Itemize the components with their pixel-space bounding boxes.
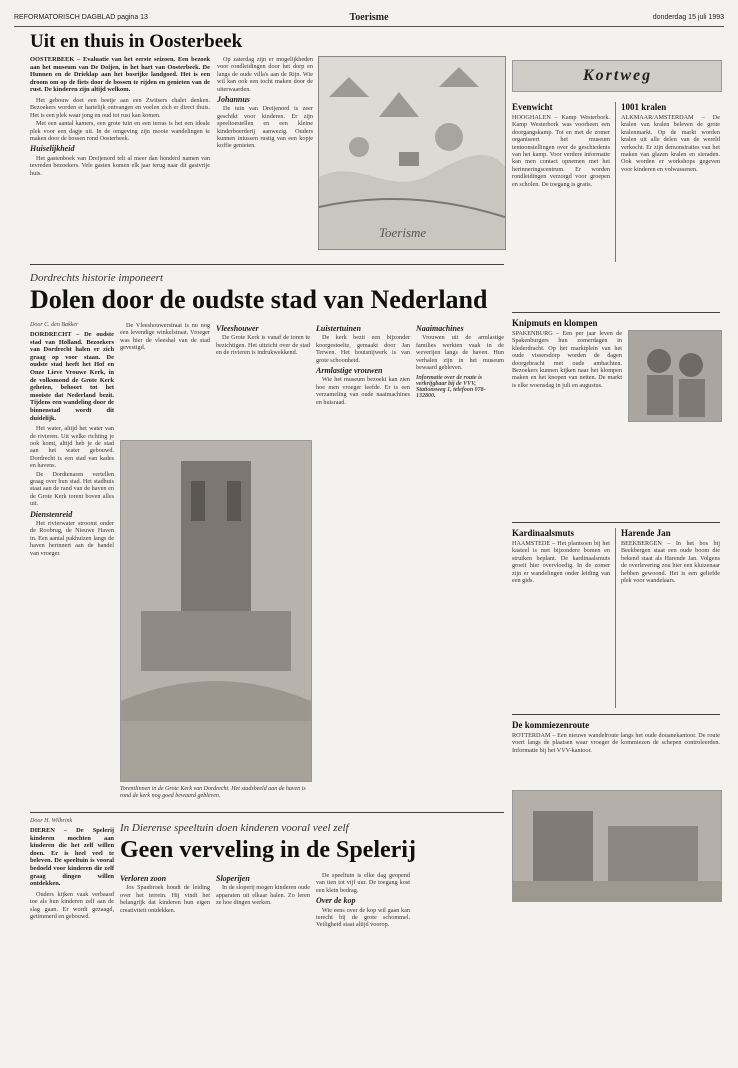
article2-col3 <box>216 322 310 358</box>
section-title: Toerisme <box>349 12 389 23</box>
kralen-text: ALKMAAR/AMSTERDAM – De kralen van kralen beleven de grote kralenmarkt. Op de markt worden kralen uit alle delen van de wereld verkocht. Er zijn demonstraties van het maken van glazen kralen en sieraden. Ook worden er workshops gegeven voor kinderen en volwassenen. <box>621 114 720 173</box>
kortweg-title: Kortweg <box>583 67 653 84</box>
knipmuts-title: Knipmuts en klompen <box>512 318 598 328</box>
knipmuts-illustration <box>629 331 721 421</box>
article1-p2: Met een aantal kamers, een grote tuin en een terras is het een ideale plek voor een dagje uit. In de omgeving zijn mooie wandelingen te maken door de bossen rond Oosterbeek. <box>30 120 210 142</box>
article1-col2 <box>217 56 313 151</box>
church-photo-caption: Torentlinnen in de Grote Kerk van Dordrecht. Het stadsbeeld aan de haven is rond de kerk nog goed bewaard gebleven. <box>120 786 306 799</box>
article3-title: Geen verveling in de Spelerij <box>120 837 416 863</box>
kommiezenroute-title: De kommiezenroute <box>512 720 590 730</box>
article3-col3 <box>216 872 310 908</box>
page-header <box>14 12 724 27</box>
article3-subhead2: Sloperijen <box>216 874 250 883</box>
article3-kicker: In Dierense speeltuin doen kinderen vooral veel zelf <box>120 822 349 834</box>
kardinaalsmuts-text: HAAMSTEDE – Het plantsoen bij het kasteel is met bijzondere bomen en struiken beplant. De kardinaalsmuts groeit hier overvloedig. In de zomer zijn er wandelingen onder leiding van een gids. <box>512 540 610 585</box>
article2-p8: Vrouwen uit de armlastige families werkten vaak in de weverijen langs de haven. Hun verhalen zijn in het museum bewaard gebleven. <box>416 334 504 372</box>
illustrated-map <box>318 56 506 250</box>
article3-p1: Ouders kijken vaak verbaasd toe als hun kinderen zelf aan de slag gaan. Er wordt gezaagd, getimmerd en gebouwd. <box>30 890 114 920</box>
knipmuts-item <box>512 318 622 389</box>
article1-p1: Het gebouw doet een beetje aan een Zwitsers chalet denken. Bezoekers worden er hartelijk ontvangen en voelen zich er direct thuis. Het is een plek waar jong en oud tot rust kan komen. <box>30 96 210 119</box>
article1-subhead1: Huiselijkheid <box>30 144 75 154</box>
article3-p2: Jos Spanbroek houdt de leiding over het terrein. Hij vindt het belangrijk dat kinderen hun eigen creativiteit ontdekken. <box>120 884 210 914</box>
article1-lead: OOSTERBEEK – Evaluatie van het eerste seizoen. Een bezoek aan het museum van De Doijen, in het hart van Oosterbeek. De Hunnen en de Drieklap aan het bosrijke landgoed. Het is een droom om op de fiets door de bossen te rijden en genieten van de rust. De kinderen zijn altijd welkom. <box>30 56 210 94</box>
harende-jan-text: BEEKBERGEN – In het bos bij Beekbergen staat een oude boom die bekend staat als Harende Jan. Volgens de overlevering zou hier een kluizenaar hebben gewoond. Het is een geliefde plek voor wandelaars. <box>621 540 720 585</box>
kardinaalsmuts-title: Kardinaalsmuts <box>512 528 575 538</box>
kortweg-banner <box>512 60 722 92</box>
article2-col2 <box>120 322 210 353</box>
kralen-item <box>621 102 720 173</box>
article2-p5: De Grote Kerk is vanaf de toren te bezichtigen. Het uitzicht over de stad en de rivieren is indrukwekkend. <box>216 334 310 357</box>
article2-info-note: Informatie over de route is verkrijgbaar bij de VVV, Stationsweg 1, telefoon 078-132800. <box>416 375 486 400</box>
article2-title: Dolen door de oudste stad van Nederland <box>30 285 488 314</box>
article3-col1 <box>30 818 114 921</box>
article3-p5: Wie eens over de kop wil gaan kan terecht bij de grote schommel. Veiligheid staat altijd voorop. <box>316 906 410 929</box>
evenwicht-text: HOOGHALEN – Kamp Westerbork. Kamp Westerbork was voorheen een doorgangskamp. Tot en met de zomer organiseert het museum tentoonstellingen over de geschiedenis van het kamp. Voor verdere informatie kan men contact opnemen met het herinneringscentrum. Er worden rondleidingen verzorgd voor groepen en scholen. De toegang is gratis. <box>512 114 610 188</box>
article2-subhead2: Vleeshouwer <box>216 324 259 333</box>
article2-subhead3: Luistertuinen <box>316 324 361 333</box>
article1-p3: Het gastenboek van Dreijenord telt al meer dan honderd namen van tevreden bezoekers. Vele gasten komen elk jaar terug naar dit gastvrije huis. <box>30 154 210 177</box>
map-drawing <box>319 57 505 249</box>
article1-title: Uit en thuis in Oosterbeek <box>30 31 243 52</box>
article3-p4: De speeltuin is elke dag geopend van tien tot vijf uur. De toegang kost een klein bedrag. <box>316 872 410 894</box>
section-rule <box>30 264 504 265</box>
map-caption: Toerisme <box>379 225 427 240</box>
article2-subhead4: Armlastige vrouwen <box>316 366 383 376</box>
header-left: REFORMATORISCH DAGBLAD pagina 13 <box>14 14 148 21</box>
kommiezenroute-text: ROTTERDAM – Een nieuwe wandelroute langs het oude douanekantoor. De route voert langs de plaatsen waar vroeger de kommiezen de schepen controleerden. Informatie bij het VVV-kantoor. <box>512 732 720 754</box>
article2-p1: Het water, altijd het water van de rivieren. Uit welke richting je ook komt, altijd heb je de stad aan het water gebouwd. Dordrecht is een stad van kades en havens. <box>30 425 114 470</box>
article2-subhead5: Naaimachines <box>416 324 464 333</box>
kommiezenroute-illustration <box>513 791 721 901</box>
harende-jan-item <box>621 528 720 584</box>
right-column-divider <box>615 528 616 708</box>
article3-subhead3: Over de kop <box>316 896 356 906</box>
article2-col4 <box>316 322 410 407</box>
article1-p5: De tuin van Dreijenord is zeer geschikt voor kinderen. Er zijn speeltoestellen en een kleine kinderboerderij aanwezig. Ouders kunnen intussen rustig van een kopje koffie genieten. <box>217 105 313 150</box>
article1-p4: Op zaterdag zijn er mogelijkheden voor rondleidingen door het dorp en langs de oude villa's aan de Rijn. Wie wil kan ook een tocht maken door de uiterwaarden. <box>217 56 313 93</box>
article3-col2 <box>120 872 210 915</box>
article2-p4: De Vleeshouwerstraat is nu nog een levendige winkelstraat. Vroeger was hier de vleeshal van de stad gevestigd. <box>120 322 210 352</box>
evenwicht-item <box>512 102 610 188</box>
church-photo <box>120 440 312 782</box>
article2-p6: De kerk bezit een bijzonder koorgestoelte, gemaakt door Jan Terwen. Het houtsnijwerk is van grote schoonheid. <box>316 334 410 364</box>
article3-subhead1: Verloren zoon <box>120 874 167 883</box>
section-rule-bottom <box>30 812 504 813</box>
article2-kicker: Dordrechts historie imponeert <box>30 272 164 284</box>
right-divider-mid <box>512 522 720 523</box>
kommiezenroute-photo <box>512 790 722 902</box>
kardinaalsmuts-item <box>512 528 610 584</box>
article2-col5 <box>416 322 504 399</box>
article2-p2: De Dordtenaren vertellen graag over hun stad. Het stadhuis staat aan de rand van de haven en de Grote Kerk torent boven alles uit. <box>30 470 114 508</box>
harende-jan-title: Harende Jan <box>621 528 671 538</box>
article3-col4 <box>316 872 410 930</box>
article2-col1 <box>30 322 114 558</box>
article2-p7: Wie het museum bezoekt kan zien hoe men vroeger leefde. Er is een verzameling van oude naaimachines en huisraad. <box>316 376 410 406</box>
article2-subhead1: Dienstenreid <box>30 509 73 519</box>
kralen-title: 1001 kralen <box>621 102 667 112</box>
article3-p3: In de sloperij mogen kinderen oude apparaten uit elkaar halen. Zo leren ze hoe dingen werken. <box>216 884 310 907</box>
knipmuts-text: SPAKENBURG – Een per jaar leven de Spakenburgers hun zomerdagen in klederdracht. Op het marktplein van het oude vissersdorp worden de dagen doorgebracht met oude ambachten. Bezoekers kunnen kijken naar het klompen maken en het knopen van netten. De markt is elke woensdag in juli en augustus. <box>512 330 622 389</box>
article1-subhead2: Johannus <box>217 95 250 105</box>
column-divider <box>615 102 616 262</box>
evenwicht-title: Evenwicht <box>512 102 553 112</box>
knipmuts-photo <box>628 330 722 422</box>
header-date: donderdag 15 juli 1993 <box>652 14 724 21</box>
right-divider-bottom <box>512 714 720 715</box>
church-illustration <box>121 441 311 781</box>
article3-lead: DIEREN – De Spelerij kinderen mochten aan kinderen die het zelf willen doen. Er is heel veel te beleven. De speeltuin is vooral bedoeld voor kinderen die zelf graag dingen willen ontdekken. <box>30 827 114 888</box>
article2-lead: DORDRECHT – De oudste stad van Holland. Bezoekers van Dordrecht halen er zich graag op voor staan. De oudste stad heeft het Hof en Onze Lieve Vrouwe Kerk, in de volksmond de Grote Kerk geheten, behoort tot het mooiste dat Nederland bezit. Tijdens een wandeling door de binnenstad wordt dit duidelijk. <box>30 331 114 422</box>
article2-byline: Door C. den Bakker <box>30 322 79 328</box>
article1-col1 <box>30 56 210 178</box>
right-divider-top <box>512 312 720 313</box>
article2-p3: Het rivierwater stroomt onder de Roobrug, de Nieuwe Haven in. Een aantal pakhuizen langs de haven herinnert aan de handel van vroeger. <box>30 520 114 557</box>
kommiezenroute-item <box>512 720 720 754</box>
article3-byline: Door H. Wilbrink <box>30 818 73 824</box>
